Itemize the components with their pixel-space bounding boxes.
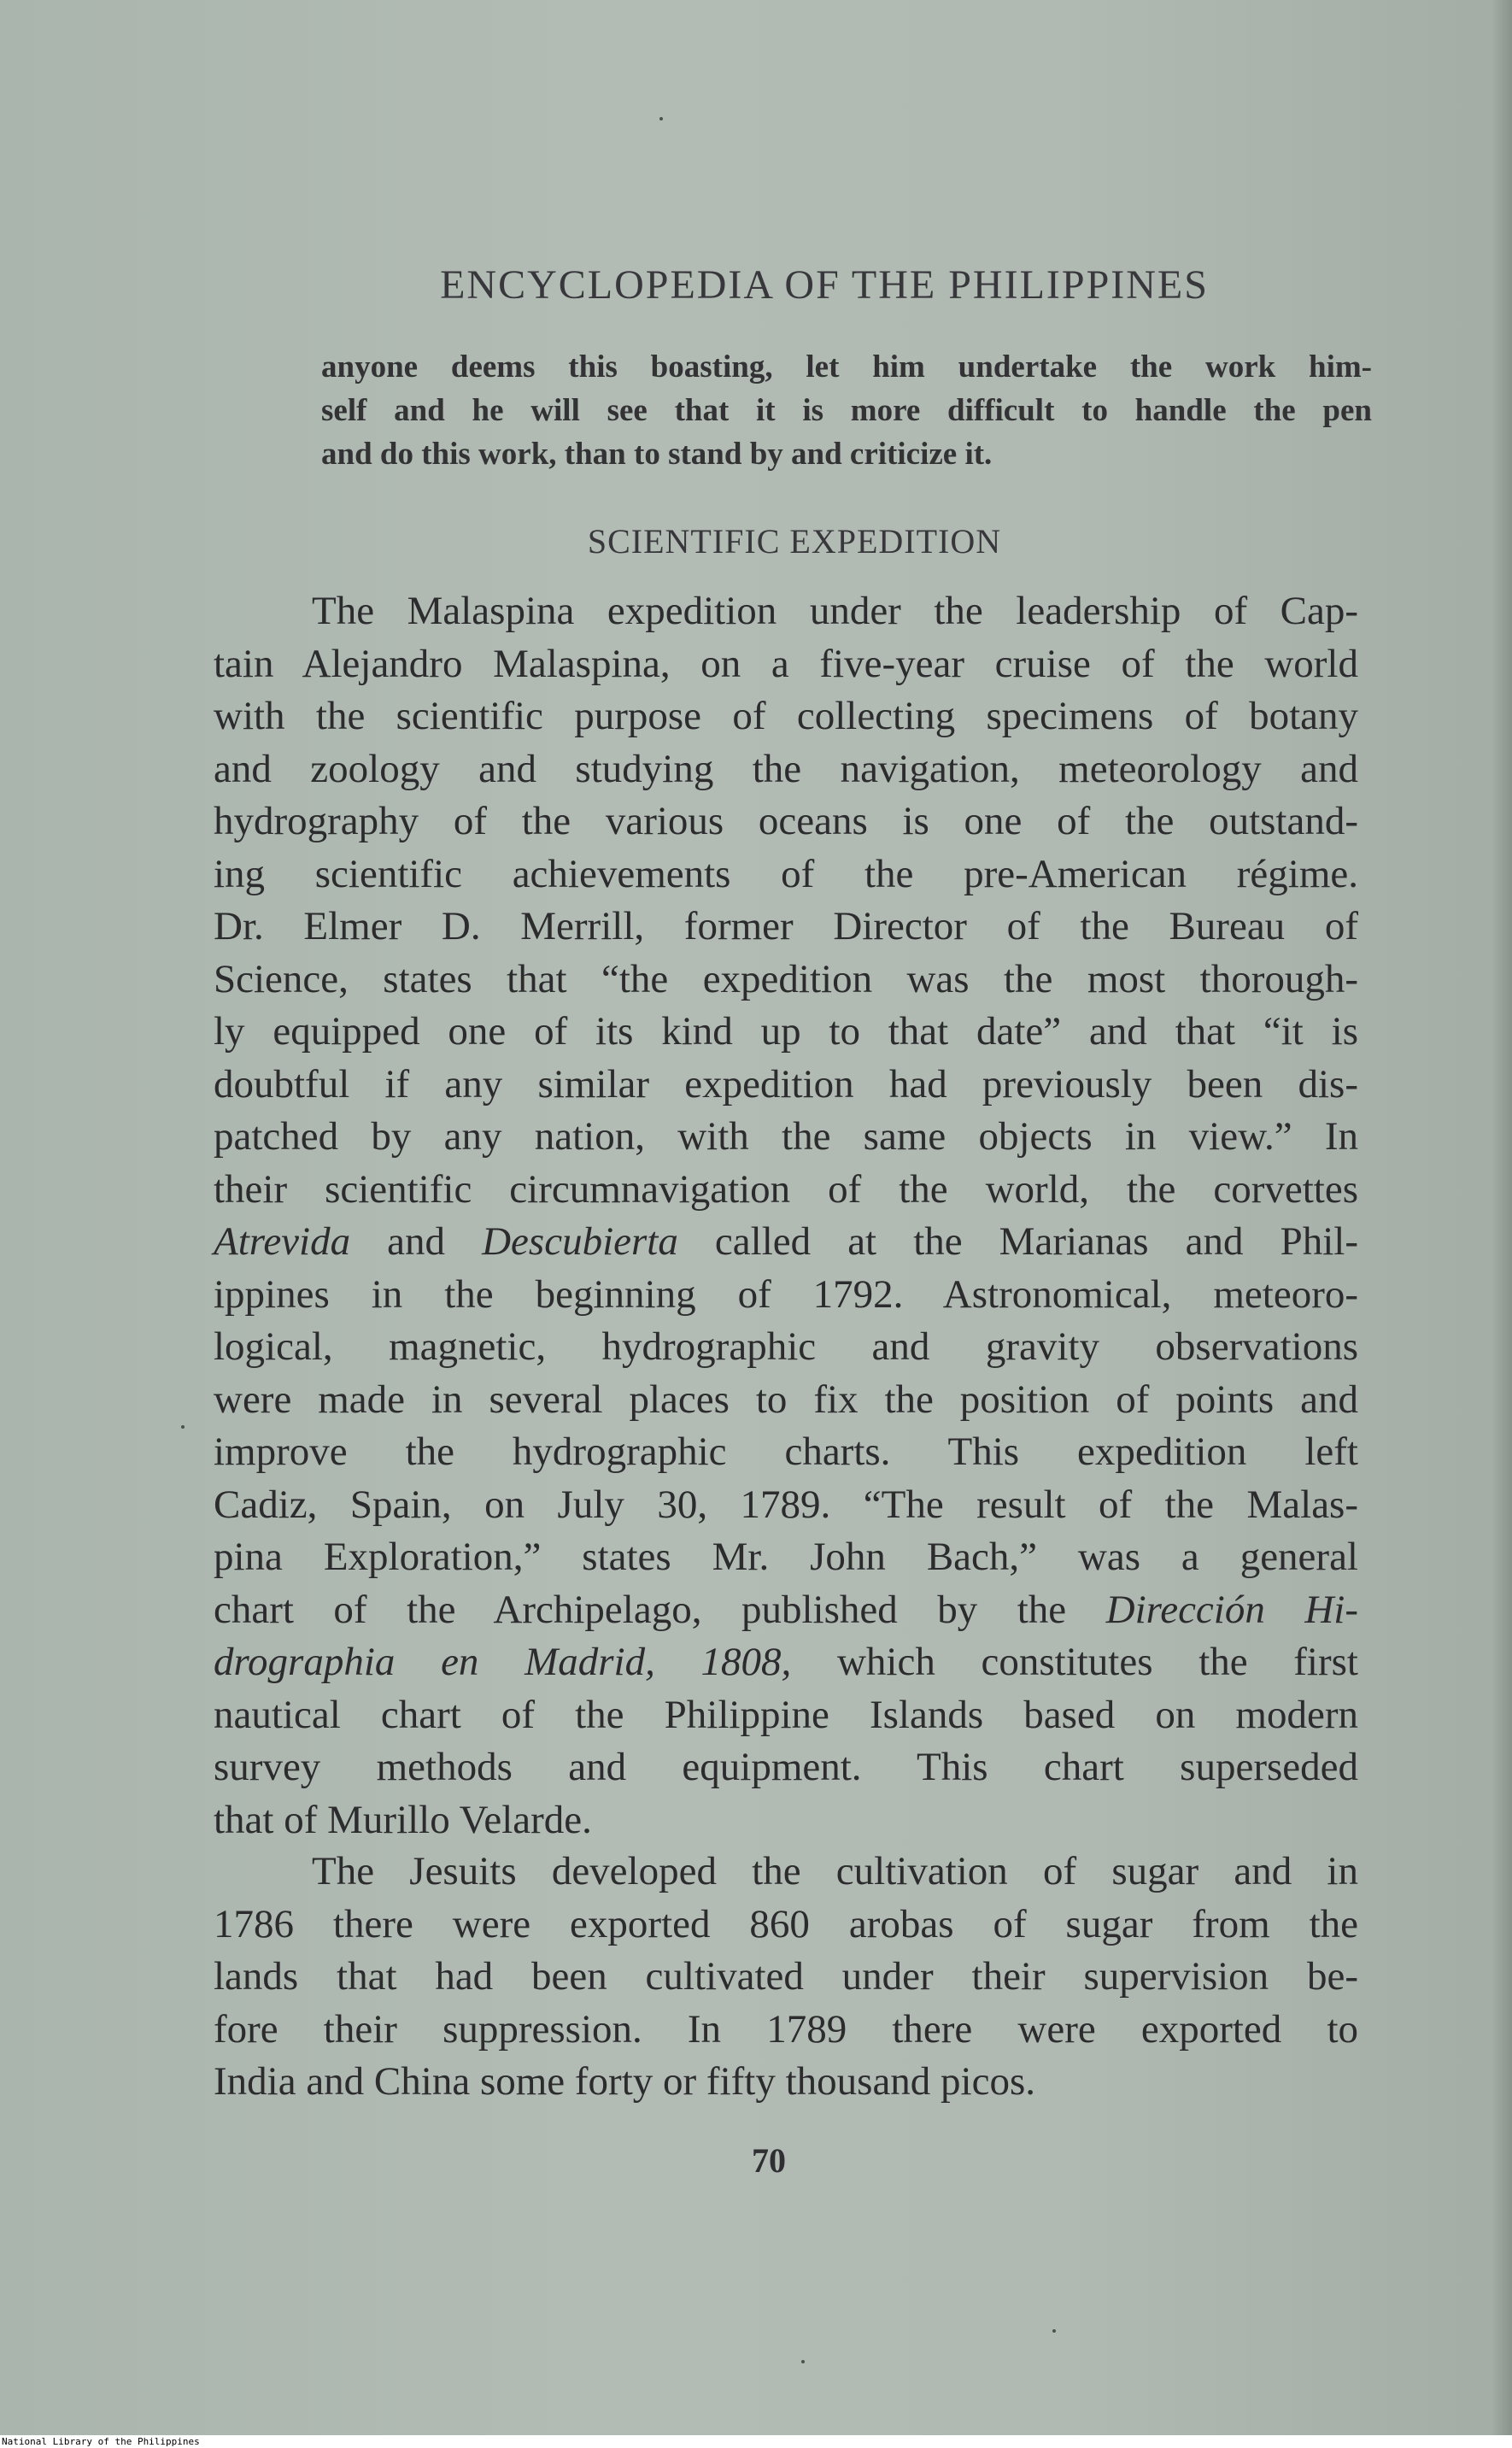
paragraph-line: fore their suppression. In 1789 there were exported to — [214, 2006, 1358, 2052]
paragraph-line: with the scientific purpose of collecting specimens of botany — [214, 694, 1358, 738]
quote-line: self and he will see that it is more difficult to handle the pen — [321, 393, 1372, 428]
paragraph-line — [214, 1636, 1358, 1689]
paragraph-line: ing scientific achievements of the pre-American régime. — [214, 851, 1358, 896]
paragraph-line: logical, magnetic, hydrographic and gravity observations — [214, 1324, 1358, 1369]
paper-speck — [801, 2360, 805, 2363]
paragraph-line: that of Murillo Velarde. — [214, 1797, 592, 1842]
paragraph-line: doubtful if any similar expedition had previously been dis- — [214, 1061, 1358, 1107]
text-fragment: which constitutes the first — [791, 1640, 1358, 1684]
paragraph-line: were made in several places to fix the position of points and — [214, 1377, 1358, 1422]
ship-name-descubierta: Descubierta — [482, 1219, 678, 1264]
paragraph-line: nautical chart of the Philippine Islands based on modern — [214, 1692, 1358, 1737]
paragraph-line: lands that had been cultivated under their supervision be- — [214, 1954, 1358, 1999]
paper-speck — [659, 117, 663, 120]
paragraph-line: ly equipped one of its kind up to that date” and that “it is — [214, 1009, 1358, 1054]
running-head: ENCYCLOPEDIA OF THE PHILIPPINES — [440, 262, 1209, 308]
publication-title: drographia en Madrid, 1808, — [214, 1640, 792, 1684]
quote-line: and do this work, than to stand by and criticize it. — [321, 437, 993, 472]
footer-credit: National Library of the Philippines — [2, 2436, 200, 2447]
paragraph-line: pina Exploration,” states Mr. John Bach,” was a general — [214, 1535, 1358, 1579]
paragraph-line: Science, states that “the expedition was the most thorough- — [214, 956, 1358, 1001]
paragraph-line: India and China some forty or fifty thousand picos. — [214, 2059, 1036, 2104]
paragraph-line: hydrography of the various oceans is one of the outstand- — [214, 799, 1358, 843]
paragraph-line: 1786 there were exported 860 arobas of sugar from the — [214, 1901, 1358, 1946]
paragraph-line: tain Alejandro Malaspina, on a five-year cruise of the world — [214, 641, 1358, 686]
ship-name-atrevida: Atrevida — [214, 1219, 351, 1264]
paragraph-malaspina — [214, 585, 1358, 1846]
paragraph-line: ippines in the beginning of 1792. Astronomical, meteoro- — [214, 1271, 1358, 1317]
page-edge-shadow — [1491, 0, 1512, 2435]
quote-continuation — [321, 345, 1372, 476]
section-title: SCIENTIFIC EXPEDITION — [587, 522, 1002, 561]
paragraph-line: Cadiz, Spain, on July 30, 1789. “The result of the Malas- — [214, 1482, 1358, 1527]
paragraph-line: The Malaspina expedition under the leadership of Cap- — [312, 589, 1358, 633]
page-number: 70 — [752, 2141, 786, 2180]
paragraph-line: The Jesuits developed the cultivation of sugar and in — [312, 1849, 1358, 1893]
paragraph-line: improve the hydrographic charts. This expedition left — [214, 1429, 1358, 1474]
paragraph-line: their scientific circumnavigation of the world, the corvettes — [214, 1166, 1358, 1212]
quote-line: anyone deems this boasting, let him undertake the work him- — [321, 349, 1372, 385]
text-fragment: and — [350, 1219, 483, 1264]
paragraph-line: patched by any nation, with the same objects in view.” In — [214, 1114, 1358, 1159]
text-fragment: called at the Marianas and Phil- — [677, 1219, 1358, 1264]
footer-strip — [0, 2435, 1512, 2448]
paper-speck — [181, 1425, 185, 1429]
paper-speck — [1052, 2329, 1056, 2333]
text-fragment: chart of the Archipelago, published by the — [214, 1587, 1106, 1632]
paragraph-line: and zoology and studying the navigation, meteorology and — [214, 746, 1358, 791]
paragraph-line: survey methods and equipment. This chart superseded — [214, 1745, 1358, 1789]
paragraph-line: Dr. Elmer D. Merrill, former Director of the Bureau of — [214, 904, 1358, 948]
paragraph-jesuits-sugar — [214, 1846, 1358, 2109]
paragraph-line — [214, 1216, 1358, 1269]
paragraph-line — [214, 1584, 1358, 1637]
publication-title: Dirección Hi- — [1105, 1587, 1358, 1632]
